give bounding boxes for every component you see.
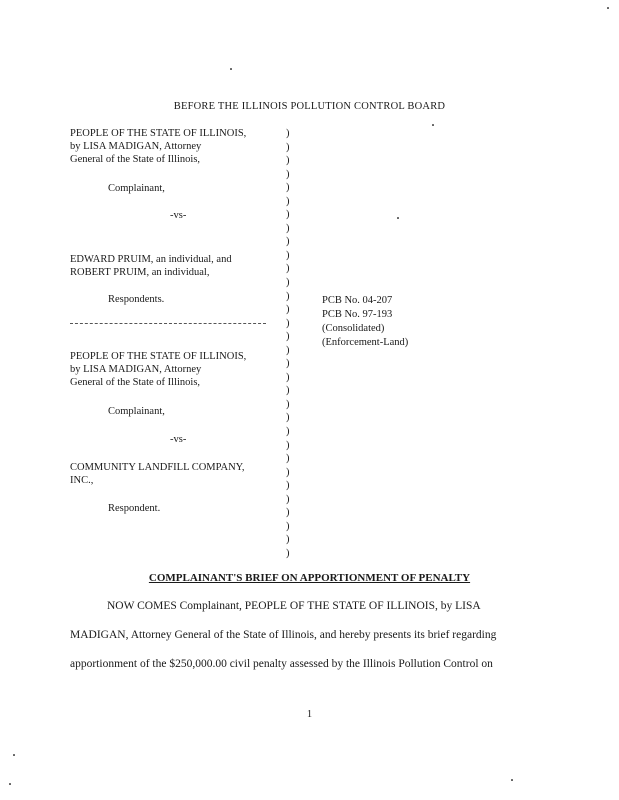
- defendant-line: COMMUNITY LANDFILL COMPANY,: [70, 462, 245, 473]
- scan-speck: [230, 68, 232, 70]
- case1-respondent-role: Respondents.: [108, 294, 165, 305]
- caption-parenthesis: ): [286, 493, 290, 505]
- case2-plaintiff: [70, 350, 246, 389]
- caption-parenthesis: ): [286, 547, 290, 559]
- case-number: PCB No. 04-207: [322, 295, 393, 306]
- caption-parenthesis: ): [286, 520, 290, 532]
- caption-parenthesis: ): [286, 412, 290, 424]
- scan-speck: [432, 124, 434, 126]
- body-line: apportionment of the $250,000.00 civil penalty assessed by the Illinois Pollution Control on: [70, 658, 493, 670]
- caption-parenthesis: ): [286, 304, 290, 316]
- caption-parenthesis: ): [286, 236, 290, 248]
- caption-parenthesis: ): [286, 398, 290, 410]
- defendant-line: INC.,: [70, 475, 94, 486]
- caption-parenthesis: ): [286, 168, 290, 180]
- case1-complainant-role: Complainant,: [108, 183, 165, 194]
- scan-speck: [511, 779, 513, 781]
- caption-parenthesis: ): [286, 331, 290, 343]
- defendant-line: EDWARD PRUIM, an individual, and: [70, 254, 232, 265]
- scan-speck: [13, 754, 15, 756]
- caption-parenthesis: ): [286, 371, 290, 383]
- scan-speck: [607, 7, 609, 9]
- case-number: PCB No. 97-193: [322, 309, 393, 320]
- caption-parenthesis-column: [286, 127, 290, 561]
- caption-parenthesis: ): [286, 385, 290, 397]
- caption-parenthesis: ): [286, 480, 290, 492]
- case1-defendants: [70, 253, 232, 279]
- caption-parenthesis: ): [286, 249, 290, 261]
- caption-parenthesis: ): [286, 277, 290, 289]
- brief-title: COMPLAINANT'S BRIEF ON APPORTIONMENT OF PENALTY: [148, 572, 471, 584]
- board-title: BEFORE THE ILLINOIS POLLUTION CONTROL BOARD: [173, 101, 446, 112]
- caption-parenthesis: ): [286, 155, 290, 167]
- caption-parenthesis: ): [286, 222, 290, 234]
- case2-defendant: [70, 461, 245, 487]
- caption-parenthesis: ): [286, 507, 290, 519]
- caption-parenthesis: ): [286, 317, 290, 329]
- caption-parenthesis: ): [286, 141, 290, 153]
- caption-parenthesis: ): [286, 290, 290, 302]
- plaintiff-line: by LISA MADIGAN, Attorney: [70, 364, 202, 375]
- caption-parenthesis: ): [286, 453, 290, 465]
- plaintiff-line: General of the State of Illinois,: [70, 377, 201, 388]
- plaintiff-line: by LISA MADIGAN, Attorney: [70, 141, 202, 152]
- case-numbers: [322, 294, 408, 350]
- plaintiff-line: PEOPLE OF THE STATE OF ILLINOIS,: [70, 128, 247, 139]
- caption-parenthesis: ): [286, 344, 290, 356]
- plaintiff-line: General of the State of Illinois,: [70, 154, 201, 165]
- caption-parenthesis: ): [286, 439, 290, 451]
- case1-plaintiff: [70, 127, 246, 166]
- caption-parenthesis: ): [286, 534, 290, 546]
- caption-parenthesis: ): [286, 426, 290, 438]
- case2-respondent-role: Respondent.: [108, 503, 161, 514]
- caption-parenthesis: ): [286, 182, 290, 194]
- case2-versus: -vs-: [170, 434, 187, 445]
- caption-parenthesis: ): [286, 466, 290, 478]
- plaintiff-line: PEOPLE OF THE STATE OF ILLINOIS,: [70, 351, 247, 362]
- page-number: 1: [306, 709, 313, 720]
- case-number: (Consolidated): [322, 323, 385, 334]
- caption-divider: [70, 323, 266, 324]
- case1-versus: -vs-: [170, 210, 187, 221]
- caption-parenthesis: ): [286, 263, 290, 275]
- case-number: (Enforcement-Land): [322, 337, 409, 348]
- caption-parenthesis: ): [286, 128, 290, 139]
- body-line: MADIGAN, Attorney General of the State of Illinois, and hereby presents its brief regarding: [70, 629, 497, 641]
- scan-speck: [9, 783, 11, 785]
- body-line: NOW COMES Complainant, PEOPLE OF THE STATE OF ILLINOIS, by LISA: [107, 600, 481, 612]
- caption-parenthesis: ): [286, 195, 290, 207]
- caption-parenthesis: ): [286, 358, 290, 370]
- caption-parenthesis: ): [286, 209, 290, 221]
- defendant-line: ROBERT PRUIM, an individual,: [70, 267, 210, 278]
- case2-complainant-role: Complainant,: [108, 406, 165, 417]
- scan-speck: [397, 217, 399, 219]
